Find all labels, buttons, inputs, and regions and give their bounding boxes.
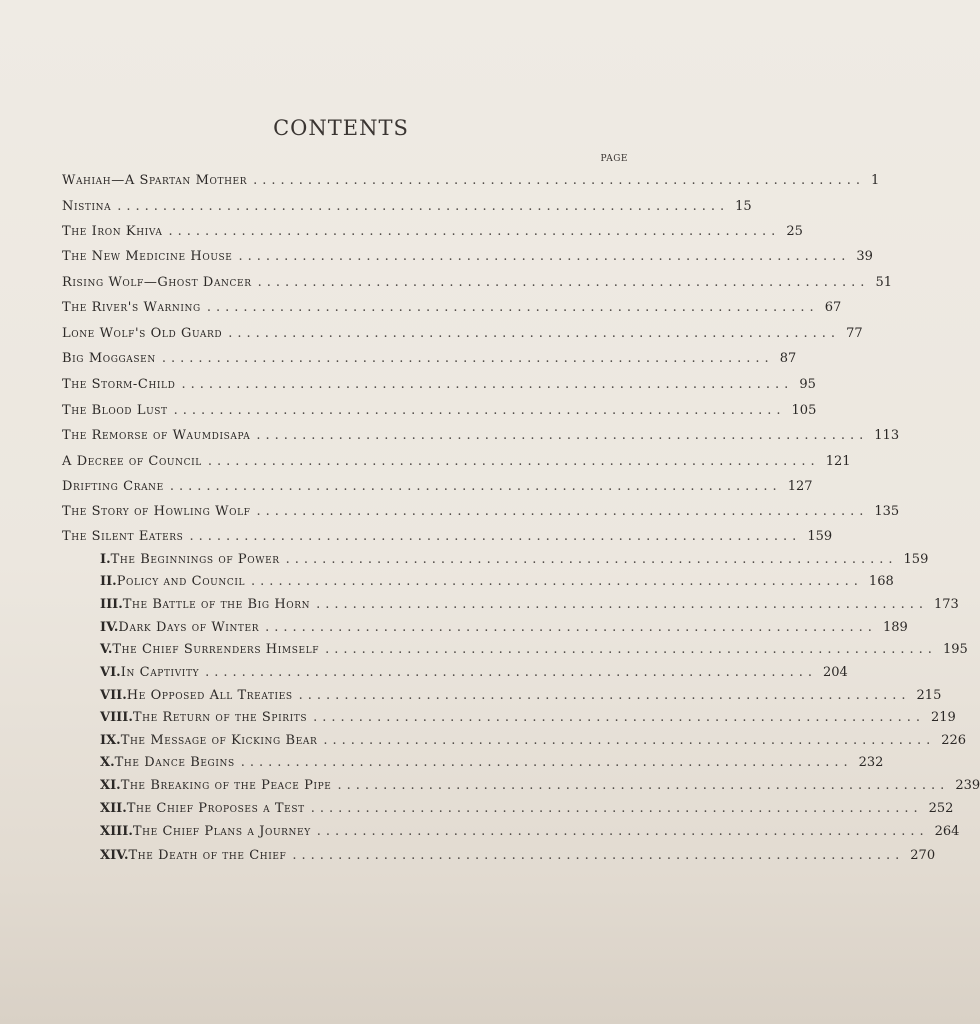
leader-dots: ...................................................................: [189, 529, 802, 544]
entry-page: 15: [735, 199, 752, 214]
entry-title: Rising Wolf—Ghost Dancer: [62, 275, 252, 290]
toc-entry: [62, 476, 813, 498]
entry-title: A Decree of Council: [62, 454, 202, 469]
leader-dots: ...................................................................: [298, 688, 911, 703]
leader-dots: ...................................................................: [325, 642, 937, 657]
entry-title: The Story of Howling Wolf: [62, 504, 251, 519]
chapter-number: IV.: [100, 620, 119, 635]
chapter-number: VIII.: [100, 710, 133, 725]
entry-page: 51: [875, 275, 892, 290]
chapter-number: III.: [100, 597, 123, 612]
leader-dots: ...................................................................: [257, 275, 870, 290]
entry-page: 226: [941, 733, 967, 748]
entry-title: The Iron Khiva: [62, 224, 163, 239]
page-title: CONTENTS: [273, 116, 409, 140]
chapter-number: IX.: [100, 733, 121, 748]
chapter-number: VI.: [100, 665, 121, 680]
leader-dots: ...................................................................: [168, 224, 781, 239]
chapter-number: VII.: [100, 688, 127, 703]
toc-subentry: [100, 707, 956, 729]
toc-entry: [62, 221, 803, 243]
leader-dots: ...................................................................: [238, 249, 851, 264]
chapter-number: V.: [100, 642, 113, 657]
entry-title: The Remorse of Waumdisapa: [62, 428, 251, 443]
entry-page: 270: [910, 848, 936, 863]
entry-title: The Battle of the Big Horn: [122, 597, 311, 612]
toc-subentry: [100, 662, 848, 684]
toc-subentry: [100, 639, 968, 661]
leader-dots: ...................................................................: [117, 199, 730, 214]
toc-entry: [62, 526, 833, 548]
toc-subentry: [100, 549, 929, 571]
leader-dots: ...................................................................: [161, 351, 774, 366]
entry-title: The New Medicine House: [62, 249, 233, 264]
leader-dots: ...................................................................: [256, 504, 869, 519]
entry-title: Drifting Crane: [62, 479, 164, 494]
entry-page: 77: [846, 326, 863, 341]
toc-entry: [62, 400, 817, 422]
leader-dots: ...................................................................: [169, 479, 782, 494]
leader-dots: ...................................................................: [313, 710, 926, 725]
chapter-number: I.: [100, 552, 111, 567]
leader-dots: ...................................................................: [256, 428, 869, 443]
entry-title: The Blood Lust: [62, 403, 168, 418]
entry-title: The Beginnings of Power: [110, 552, 280, 567]
toc-subentry: [100, 821, 960, 843]
leader-dots: ...................................................................: [323, 733, 936, 748]
chapter-number: XIV.: [100, 848, 129, 863]
toc-subentry: [100, 685, 942, 707]
entry-page: 95: [799, 377, 816, 392]
leader-dots: ...................................................................: [253, 173, 865, 188]
chapter-number: XI.: [100, 778, 121, 793]
toc-subentry: [100, 730, 967, 752]
leader-dots: ...................................................................: [206, 300, 819, 315]
entry-title: He Opposed All Treaties: [126, 688, 293, 703]
entry-title: The Breaking of the Peace Pipe: [120, 778, 332, 793]
toc-subentry: [100, 798, 954, 820]
entry-page: 87: [779, 351, 797, 366]
leader-dots: ...................................................................: [292, 848, 905, 863]
leader-dots: ...................................................................: [207, 454, 820, 469]
entry-title: The Chief Proposes a Test: [126, 801, 305, 816]
entry-page: 204: [822, 665, 848, 680]
toc-subentry: [100, 594, 959, 616]
entry-title: The Silent Eaters: [62, 529, 184, 544]
entry-title: Dark Days of Winter: [118, 620, 260, 635]
entry-page: 113: [874, 428, 900, 443]
leader-dots: ...................................................................: [310, 801, 923, 816]
entry-title: The Storm-Child: [62, 377, 176, 392]
toc-subentry: [100, 845, 936, 867]
entry-page: 105: [791, 403, 817, 418]
entry-title: Policy and Council: [116, 574, 246, 589]
entry-page: 173: [934, 597, 959, 612]
leader-dots: ...................................................................: [265, 620, 877, 635]
entry-title: The Chief Plans a Journey: [132, 824, 311, 839]
toc-entry: [62, 170, 880, 192]
toc-entry: [62, 272, 892, 294]
toc-subentry: [100, 752, 884, 774]
toc-entry: [62, 323, 863, 345]
toc-subentry: [100, 571, 894, 593]
entry-title: The Return of the Spirits: [132, 710, 308, 725]
leader-dots: ...................................................................: [316, 597, 928, 612]
toc-entry: [62, 374, 816, 396]
leader-dots: ...................................................................: [173, 403, 786, 418]
leader-dots: ...................................................................: [337, 778, 950, 793]
leader-dots: ...................................................................: [316, 824, 929, 839]
entry-page: 39: [856, 249, 873, 264]
entry-page: 25: [786, 224, 803, 239]
entry-page: 219: [931, 710, 956, 725]
chapter-number: XIII.: [100, 824, 133, 839]
entry-page: 67: [824, 300, 842, 315]
chapter-number: XII.: [100, 801, 127, 816]
page-column-header: PAGE: [600, 154, 628, 164]
entry-page: 189: [882, 620, 908, 635]
entry-title: Nistina: [62, 199, 112, 214]
entry-page: 264: [934, 824, 960, 839]
chapter-number: X.: [100, 755, 115, 770]
entry-page: 121: [825, 454, 851, 469]
entry-page: 195: [942, 642, 968, 657]
entry-page: 215: [916, 688, 942, 703]
entry-page: 232: [858, 755, 884, 770]
toc-entry: [62, 451, 851, 473]
toc-entry: [62, 297, 842, 319]
entry-page: 239: [955, 778, 980, 793]
entry-page: 1: [870, 173, 880, 188]
leader-dots: ...................................................................: [228, 326, 841, 341]
entry-title: Lone Wolf's Old Guard: [62, 326, 223, 341]
toc-subentry: [100, 775, 980, 797]
toc-entry: [62, 501, 900, 523]
entry-title: The Dance Begins: [114, 755, 235, 770]
entry-title: The River's Warning: [62, 300, 201, 315]
entry-page: 127: [787, 479, 813, 494]
entry-page: 168: [868, 574, 894, 589]
leader-dots: ...................................................................: [181, 377, 794, 392]
entry-page: 159: [807, 529, 833, 544]
entry-page: 159: [903, 552, 929, 567]
leader-dots: ...................................................................: [240, 755, 853, 770]
entry-page: 135: [874, 504, 900, 519]
entry-title: The Chief Surrenders Himself: [112, 642, 320, 657]
entry-title: The Death of the Chief: [128, 848, 287, 863]
leader-dots: ...................................................................: [251, 574, 863, 589]
toc-entry: [62, 425, 900, 447]
entry-title: Wahiah—A Spartan Mother: [62, 173, 248, 188]
entry-page: 252: [928, 801, 954, 816]
leader-dots: ...................................................................: [285, 552, 898, 567]
entry-title: In Captivity: [120, 665, 200, 680]
toc-subentry: [100, 617, 908, 639]
toc-entry: [62, 196, 752, 218]
leader-dots: ...................................................................: [205, 665, 817, 680]
toc-entry: [62, 348, 797, 370]
entry-title: Big Moggasen: [62, 351, 156, 366]
chapter-number: II.: [100, 574, 117, 589]
entry-title: The Message of Kicking Bear: [120, 733, 318, 748]
toc-entry: [62, 246, 873, 268]
